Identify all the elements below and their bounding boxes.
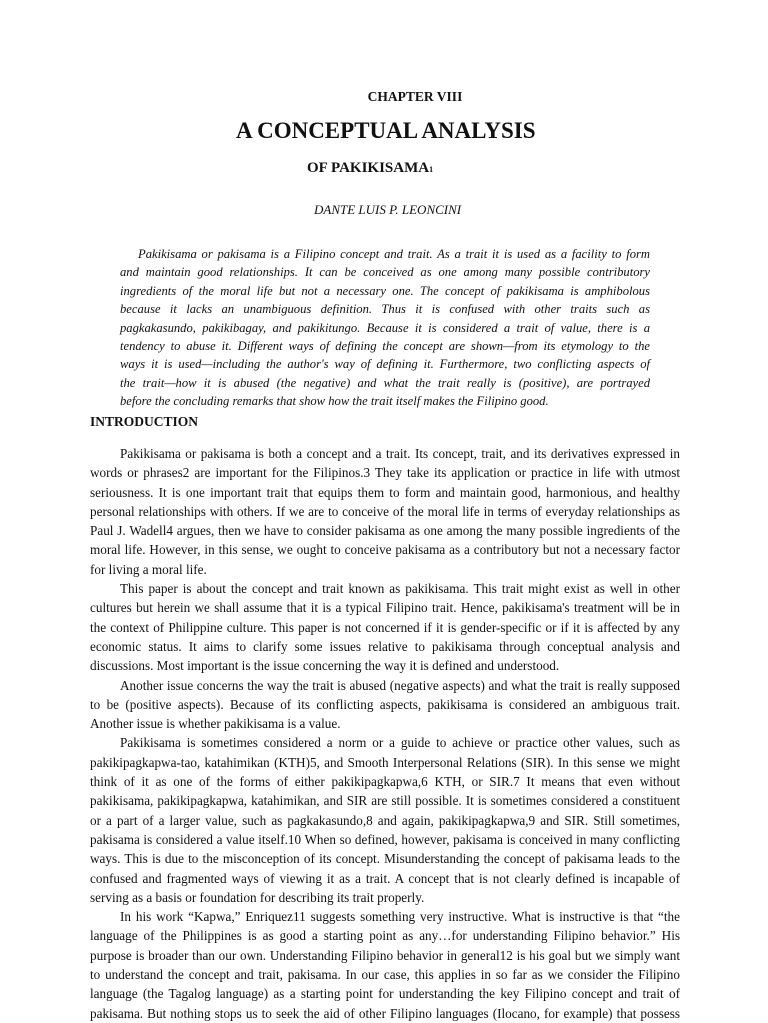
body-line: to understand the concept and trait, pakisama. In our case, this applies in so far as we consider the Filipino: [90, 967, 680, 983]
body-line: words or phrases2 are important for the Filipinos.3 They take its application or practice in life with utmost: [90, 465, 680, 481]
abstract-line: before the concluding remarks that show how the trait itself makes the Filipino good.: [120, 394, 549, 409]
abstract-line: ways it is used—including the author's way of defining it. Furthermore, two conflicting aspects of: [120, 357, 650, 372]
body-line: cultures but herein we shall assume that it is a typical Filipino trait. Hence, pakikisama's treatment will be in: [90, 600, 680, 616]
abstract: [120, 245, 650, 411]
body-line: personal relationships with others. If we are to conceive of the moral life in terms of everyday relationships as: [90, 503, 680, 519]
body-line: economic status. It aims to clarify some issues relative to pakikisama through conceptual analysis and: [90, 638, 680, 654]
body-line: Another issue is whether pakikisama is a value.: [90, 716, 341, 732]
body-line: pakisama is considered a value itself.10 When so defined, however, pakisama is conceived in many conflicting: [90, 831, 680, 847]
title-footnote-marker: 1: [429, 165, 434, 174]
abstract-line: Pakikisama or pakisama is a Filipino concept and trait. As a trait it is used as a facility to form: [138, 247, 650, 261]
body-line: seriousness. It is one important trait that equips them to form and maintain good, harmonious, and healthy: [90, 484, 680, 500]
body-line: to be (positive aspects). Because of its conflicting aspects, pakikisama is considered an ambiguous trait.: [90, 696, 680, 712]
body-line: confused and fragmented ways of viewing it as a trait. A concept that is not clearly defined is incapable of: [90, 870, 680, 886]
title-line-2-text: OF PAKIKISAMA: [307, 160, 430, 176]
title-line-1: A CONCEPTUAL ANALYSIS: [236, 118, 536, 143]
abstract-line: and maintain good relationships. It can be conceived as one among many possible contributory: [120, 265, 650, 280]
body-text: [90, 444, 680, 1023]
body-line: ways. This is due to the misconception of its concept. Misunderstanding the concept of pakisama leads to the: [90, 851, 680, 867]
body-line: This paper is about the concept and trait known as pakikisama. This trait might exist as well in other: [120, 581, 680, 597]
body-line: In his work “Kapwa,” Enriquez11 suggests something very instructive. What is instructive is that “the: [120, 909, 680, 925]
body-line: the context of Philippine culture. This paper is not concerned if it is gender-specific or if it is affected by any: [90, 619, 680, 635]
body-line: moral life. However, in this sense, we ought to conceive pakisama as a contributory but not a necessary factor: [90, 542, 680, 558]
abstract-line: tendency to abuse it. Different ways of defining the concept are shown—from its etymology to the: [120, 339, 650, 354]
body-line: discussions. Most important is the issue concerning the way it is defined and understood.: [90, 658, 560, 674]
abstract-line: ingredients of the moral life but not a necessary one. The concept of pakikisama is amphibolous: [120, 283, 650, 298]
body-line: language of the Philippines is as good a starting point as any…for understanding Filipino behavior.” His: [90, 928, 680, 944]
body-line: Pakikisama is sometimes considered a norm or a guide to achieve or practice other values, such as: [120, 735, 680, 751]
author-name: DANTE LUIS P. LEONCINI: [314, 202, 462, 217]
body-line: for living a moral life.: [90, 561, 207, 577]
body-line: Another issue concerns the way the trait is abused (negative aspects) and what the trait is really supposed: [120, 677, 680, 693]
body-line: pakisama. But nothing stops us to seek the aid of other Filipino languages (Ilocano, for example) that possess: [90, 1005, 680, 1021]
abstract-line: because it lacks an unambiguous definition. Thus it is confused with other traits such as: [120, 302, 650, 317]
title-line-2: [307, 160, 433, 177]
body-line: Pakikisama or pakisama is both a concept and a trait. Its concept, trait, and its derivatives expressed in: [120, 446, 680, 461]
body-line: purpose is broader than our own. Understanding Filipino behavior in general12 is his goal but we simply want: [90, 947, 680, 963]
body-line: language (the Tagalog language) as a starting point for understanding the key Filipino concept and trait of: [90, 986, 680, 1002]
body-line: Paul J. Wadell4 argues, then we have to consider pakisama as one among the many possible ingredients of the: [90, 523, 680, 539]
body-line: pakikisama, pakikipagkapwa, katahimikan, and SIR are still possible. It is sometimes considered a constituent: [90, 793, 680, 809]
body-line: or a part of a larger value, such as pagkakasundo,8 and again, pakikipagkapwa,9 and SIR. Still sometimes,: [90, 812, 680, 828]
abstract-line: the trait—how it is abused (the negative) and what the trait really is (positive), are portrayed: [120, 375, 650, 390]
body-line: think of it as one of the forms of either pakikipagkapwa,6 KTH, or SIR.7 It means that even without: [90, 774, 680, 790]
body-line: serving as a basis or foundation for describing its trait properly.: [90, 889, 425, 905]
section-heading: INTRODUCTION: [90, 414, 199, 429]
abstract-line: pagkakasundo, pakikibagay, and pakikitungo. Because it is considered a trait of value, there is a: [120, 320, 650, 335]
chapter-label: CHAPTER VIII: [367, 89, 463, 104]
body-line: pakikipagkapwa-tao, katahimikan (KTH)5, and Smooth Interpersonal Relations (SIR). In this sense we might: [90, 754, 680, 770]
